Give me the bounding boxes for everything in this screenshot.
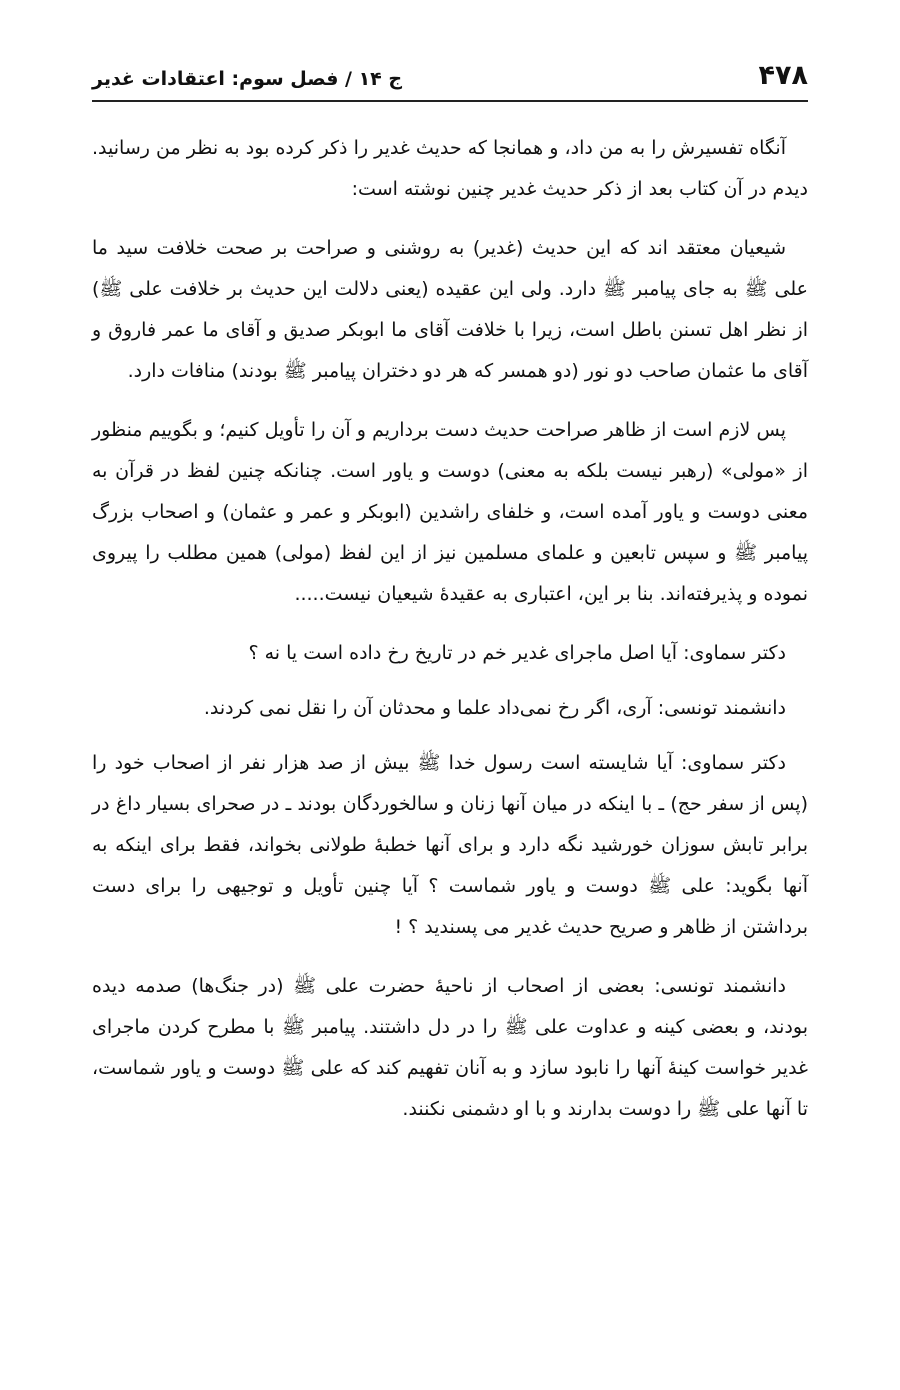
paragraph-quote-shia-belief: شیعیان معتقد اند که این حدیث (غدیر) به روشنی و صراحت بر صحت خلافت سید ما علی ﷺ به جای پیامبر ﷺ دارد. ولی این عقیده (یعنی دلالت این حدیث بر خلافت علی ﷺ) از نظر اهل تسنن باطل است، زیرا با خلافت آقای ما ابوبکر صدیق و آقای ما عمر فاروق و آقای ما عثمان صاحب دو نور (دو همسر که هر دو دختران پیامبر ﷺ بودند) منافات دارد. (92, 237, 808, 383)
book-page (92, 60, 808, 1148)
paragraph-dialogue-tunisian-2: دانشمند تونسی: بعضی از اصحاب از ناحیهٔ حضرت علی ﷺ (در جنگ‌ها) صدمه دیده بودند، و بعضی کینه و عداوت علی ﷺ را در دل داشتند. پیامبر ﷺ با مطرح کردن ماجرای غدیر خواست کینهٔ آنها را نابود سازد و به آنان تفهیم کند که علی ﷺ دوست و یاور شماست، تا آنها علی ﷺ را دوست بدارند و با او دشمنی نکنند. (92, 975, 808, 1121)
body-text (92, 128, 808, 1130)
running-title: ج ۱۴ / فصل سوم: اعتقادات غدیر (92, 67, 403, 90)
paragraph-intro: آنگاه تفسیرش را به من داد، و همانجا که حدیث غدیر را ذکر کرده بود به نظر من رسانید. دیدم در آن کتاب بعد از ذکر حدیث غدیر چنین نوشته است: (92, 137, 808, 201)
page-header (92, 60, 808, 102)
paragraph-quote-interpretation: پس لازم است از ظاهر صراحت حدیث دست برداریم و آن را تأویل کنیم؛ و بگوییم منظور از «مولی» (رهبر نیست بلکه به معنی) دوست و یاور است. چنانکه چنین لفظ در قرآن به معنی دوست و یاور آمده است، و خلفای راشدین (ابوبکر و عمر و عثمان) و اصحاب بزرگ پیامبر ﷺ و سپس تابعین و علمای مسلمین نیز از این لفظ (مولی) همین مطلب را پیروی نموده و پذیرفته‌اند. بنا بر این، اعتباری به عقیدهٔ شیعیان نیست..... (92, 419, 808, 606)
paragraph-dialogue-samawi-1: دکتر سماوی: آیا اصل ماجرای غدیر خم در تاریخ رخ داده است یا نه ؟ (248, 642, 786, 665)
paragraph-dialogue-tunisian-1: دانشمند تونسی: آری، اگر رخ نمی‌داد علما و محدثان آن را نقل نمی کردند. (203, 697, 786, 720)
paragraph-dialogue-samawi-2: دکتر سماوی: آیا شایسته است رسول خدا ﷺ بیش از صد هزار نفر از اصحاب خود را (پس از سفر حج) ـ با اینکه در میان آنها زنان و سالخوردگان بودند ـ در صحرای بسیار داغ در برابر تابش سوزان خورشید نگه دارد و برای آنها خطبهٔ طولانی بخواند، فقط برای اینکه به آنها بگوید: علی ﷺ دوست و یاور شماست ؟ آیا چنین تأویل و توجیهی را برای دست برداشتن از ظاهر و صریح حدیث غدیر می پسندید ؟ ! (92, 752, 808, 939)
page-number: ۴۷۸ (758, 60, 808, 91)
